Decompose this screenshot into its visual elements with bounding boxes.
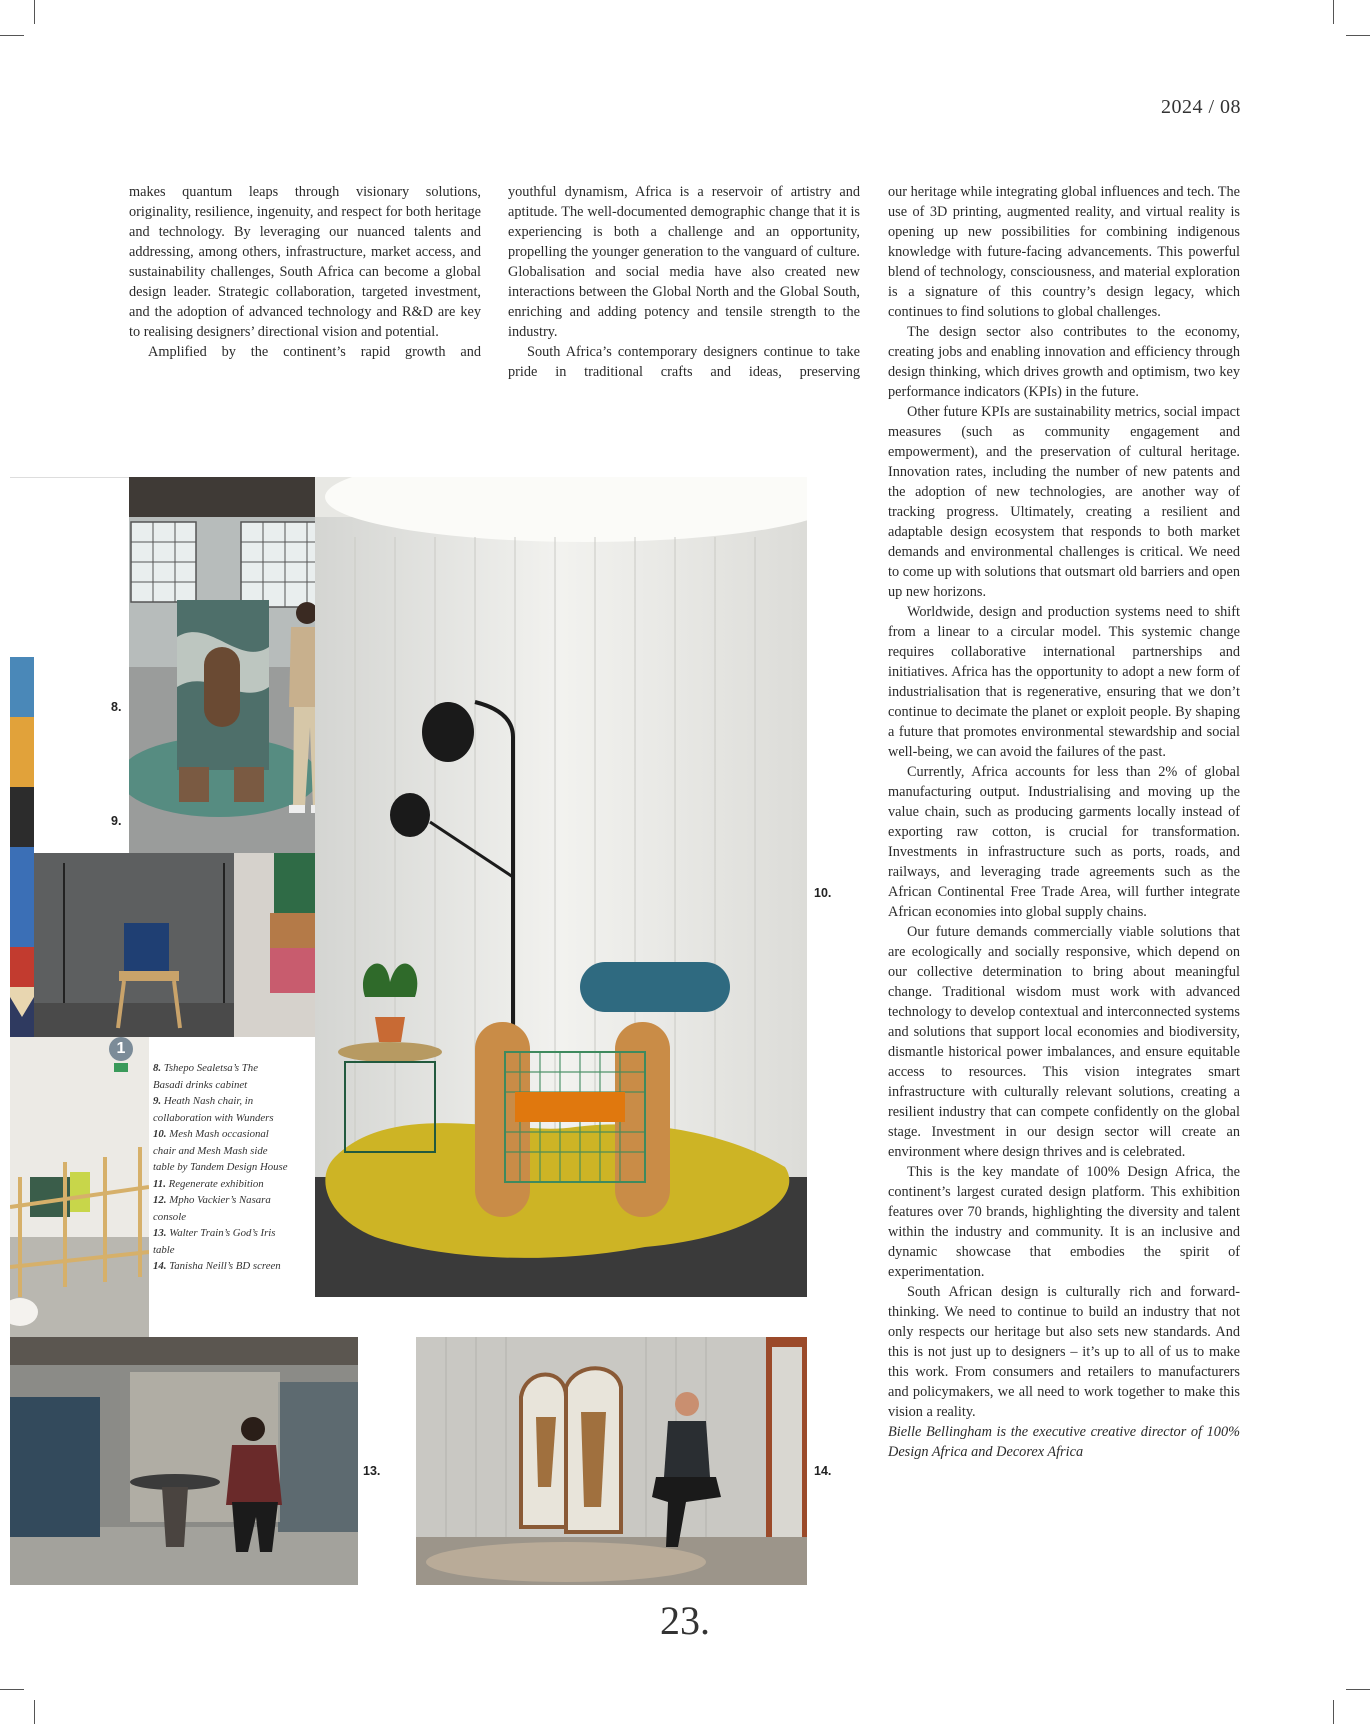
paragraph: The design sector also contributes to the economy, creating jobs and enabling innovation and efficiency through design thinking, which drives growth and optimism, two key performance indicators (KPIs) in the future. [888,324,1240,400]
figure-label-14: 14. [814,1464,832,1478]
photo-bd-screen [416,1337,807,1585]
caption: 10. Mesh Mash occasional chair and Mesh Mash side table by Tandem Design House [153,1128,288,1173]
figure-label-8: 8. [111,700,122,714]
paragraph: Worldwide, design and production systems need to shift from a linear to a circular model. This systemic change requires collaborative international partnerships and initiatives. Africa has the opportunity to adopt a new form of industrialisation that is regenerative, ensuring that we don’t continue to decimate the planet or exploit people. By shaping a future that promotes environmental stewardship and social well-being, we can avoid the failures of the past. [888,604,1240,760]
paragraph: Amplified by the continent’s rapid growth and [148,344,481,360]
text-column-2 [508,182,860,382]
photo-heath-nash-chair [34,853,315,1037]
exit-sign-number: 1 [109,1037,133,1061]
photo-captions [153,1060,288,1275]
paragraph: youthful dynamism, Africa is a reservoir of artistry and aptitude. The well-documented demographic change that it is experiencing is both a challenge and an opportunity, propelling the younger generation to the vanguard of culture. Globalisation and social media have also created new interactions between the Global North and the Global South, enriching and adding potency and tensile strength to the industry. [508,184,860,340]
crop-mark [1346,1689,1370,1690]
crop-mark [34,0,35,24]
text-column-3 [888,182,1240,1462]
photo-gods-iris-table [10,1337,358,1585]
crop-mark [0,1689,24,1690]
figure-label-13: 13. [363,1464,381,1478]
caption: 9. Heath Nash chair, in collaboration with Wunders [153,1095,274,1124]
photo-mesh-mash-chair [315,477,807,1297]
crop-mark [1333,1700,1334,1724]
page-number: 23. [660,1598,710,1643]
paragraph: Our future demands commercially viable solutions that are ecologically and socially responsive, which depend on our collective determination to bring about meaningful change. Traditional wisdom must work with advanced technology to develop contextual and interconnected systems and solutions that support local economies and biodiversity, dismantle historical power imbalances, and ensure equitable access to resources. This vision integrates smart infrastructure with culturally relevant solutions, creating a resilient industry that can compete confidently on the global stage. Investment in our design sector will create an environment where design thrives and is celebrated. [888,924,1240,1160]
crop-mark [34,1700,35,1724]
caption: 12. Mpho Vackier’s Nasara console [153,1194,271,1223]
paragraph: South Africa’s contemporary designers continue to take pride in traditional crafts and ideas, preserving [508,344,860,380]
paragraph: Currently, Africa accounts for less than 2% of global manufacturing output. Industrialising and moving up the value chain, such as producing garments locally instead of exporting raw cotton, is crucial for transformation. Investments in infrastructure such as ports, roads, and railways, and leveraging trade agreements such as the African Continental Free Trade Area, will further integrate African economies into global supply chains. [888,764,1240,920]
paragraph: South African design is culturally rich and forward-thinking. We need to continue to build an industry that not only respects our heritage but also sets new standards. And this is not just up to designers – it’s up to all of us to make this work. From consumers and retailers to manufacturers and policymakers, we all need to work together to make this vision a reality. [888,1284,1240,1420]
figure-label-10: 10. [814,886,832,900]
divider [10,477,130,478]
caption: 14. Tanisha Neill’s BD screen [153,1260,281,1272]
paragraph: our heritage while integrating global influences and tech. The use of 3D printing, augmented reality, and virtual reality is opening up new possibilities for combining indigenous knowledge with future-facing advancements. This powerful blend of technology, consciousness, and material exploration is a signature of this country’s design legacy, which continues to find solutions to global challenges. [888,184,1240,320]
crop-mark [1346,35,1370,36]
author-bio: Bielle Bellingham is the executive creative director of 100% Design Africa and Decorex Africa [888,1424,1240,1460]
figure-label-9: 9. [111,814,122,828]
paragraph: This is the key mandate of 100% Design Africa, the continent’s largest curated design platform. This exhibition features over 70 brands, highlighting the diversity and talent within the industry and community. It is an inclusive and dynamic showcase that embodies the spirit of experimentation. [888,1164,1240,1280]
issue-date: 2024 / 08 [1160,96,1241,118]
photo-strip-left [10,657,34,1037]
crop-mark [0,35,24,36]
photo-regenerate-exhibition [10,1037,149,1337]
paragraph: Other future KPIs are sustainability metrics, social impact measures (such as community engagement and empowerment), and the preservation of cultural heritage. Innovation rates, including the number of new patents and the adoption of new technologies, are another way of tracking progress. Ultimately, creating a resilient and adaptable design ecosystem that responds to both market demands and environmental challenges is critical. We need to come up with solutions that outsmart old barriers and open up new horizons. [888,404,1240,600]
caption: 13. Walter Train’s God’s Iris table [153,1227,276,1256]
crop-mark [1333,0,1334,24]
exit-sign-icon [107,1037,135,1075]
paragraph: makes quantum leaps through visionary solutions, originality, resilience, ingenuity, and respect for both heritage and technology. By leveraging our nuanced talents and addressing, among others, infrastructure, market access, and sustainability challenges, South Africa can become a global design leader. Strategic collaboration, targeted investment, and the adoption of advanced technology and R&D are key to realising designers’ directional vision and potential. [129,184,481,340]
caption: 11. Regenerate exhibition [153,1177,264,1190]
text-column-1 [129,182,481,362]
caption: 8. Tshepo Sealetsa’s The Basadi drinks cabinet [153,1062,258,1091]
